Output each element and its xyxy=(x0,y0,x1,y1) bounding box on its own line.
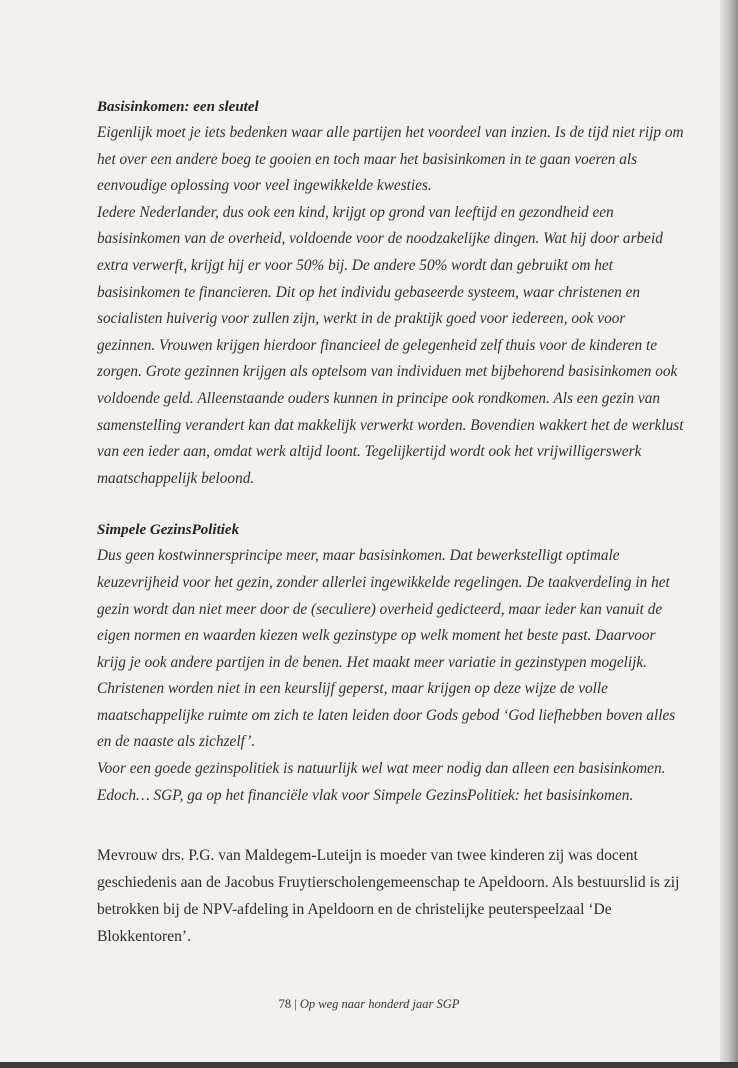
page-bottom-edge xyxy=(0,1062,738,1068)
footer-separator: | xyxy=(294,997,297,1011)
page-footer xyxy=(0,997,738,1012)
paragraph: Voor een goede gezinspolitiek is natuurlijk wel wat meer nodig dan alleen een basisinkomen. Edoch… SGP, ga op het financiële vlak voor Simpele GezinsPolitiek: het basisinkomen. xyxy=(97,760,666,804)
book-title: Op weg naar honderd jaar SGP xyxy=(299,997,460,1011)
section-heading-basisinkomen: Basisinkomen: een sleutel xyxy=(97,99,259,115)
book-spine-shadow xyxy=(720,0,738,1068)
paragraph: Eigenlijk moet je iets bedenken waar alle partijen het voordeel van inzien. Is de tijd niet rijp om het over een andere boeg te gooien en toch maar het basisinkomen in te gaan voeren als eenvoudige oplossing voor veel ingewikkelde kwesties. xyxy=(97,124,684,195)
section-heading-gezinspolitiek: Simpele GezinsPolitiek xyxy=(97,522,240,539)
page-number: 78 xyxy=(278,997,292,1011)
spacer xyxy=(97,809,687,843)
author-bio: Mevrouw drs. P.G. van Maldegem-Luteijn is moeder van twee kinderen zij was docent geschiedenis aan de Jacobus Fruytierscholengemeenschap te Apeldoorn. Als bestuurslid is zij betrokken bij de NPV-afdeling in Apeldoorn en de christelijke peuterspeelzaal ‘De Blokkentoren’. xyxy=(97,847,680,945)
paragraph: Dus geen kostwinnersprincipe meer, maar basisinkomen. Dat bewerkstelligt optimale keuzevrijheid voor het gezin, zonder allerlei ingewikkelde regelingen. De taakverdeling in het gezin wordt dan niet meer door de (seculiere) overheid gedicteerd, maar ieder kan vanuit de eigen normen en waarden kiezen welk gezinstype op welk moment het beste past. Daarvoor krijg je ook andere partijen in de benen. Het maakt meer variatie in gezinstypen mogelijk. Christenen worden niet in een keurslijf geperst, maar krijgen op deze wijze de volle maatschappelijke ruimte om zich te laten leiden door Gods gebod ‘God liefhebben boven alles en de naaste als zichzelf’. xyxy=(97,547,676,751)
text-column xyxy=(97,94,687,950)
paragraph: Iedere Nederlander, dus ook een kind, krijgt op grond van leeftijd en gezondheid een basisinkomen van de overheid, voldoende voor de noodzakelijke dingen. Wat hij door arbeid extra verwerft, krijgt hij er voor 50% bij. De andere 50% wordt dan gebruikt om het basisinkomen te financieren. Dit op het individu gebaseerde systeem, waar christenen en socialisten huiverig voor zullen zijn, werkt in de praktijk goed voor iedereen, ook voor gezinnen. Vrouwen krijgen hierdoor financieel de gelegenheid zelf thuis voor de kinderen te zorgen. Grote gezinnen krijgen als optelsom van individuen met bijbehorend basisinkomen ook voldoende geld. Alleenstaande ouders kunnen in principe ook rondkomen. Als een gezin van samenstelling verandert kan dat makkelijk verwerkt worden. Bovendien wakkert het de werklust van een ieder aan, omdat werk altijd loont. Tegelijkertijd wordt ook het vrijwilligerswerk maatschappelijk beloond. xyxy=(97,203,684,487)
spacer xyxy=(97,492,687,517)
